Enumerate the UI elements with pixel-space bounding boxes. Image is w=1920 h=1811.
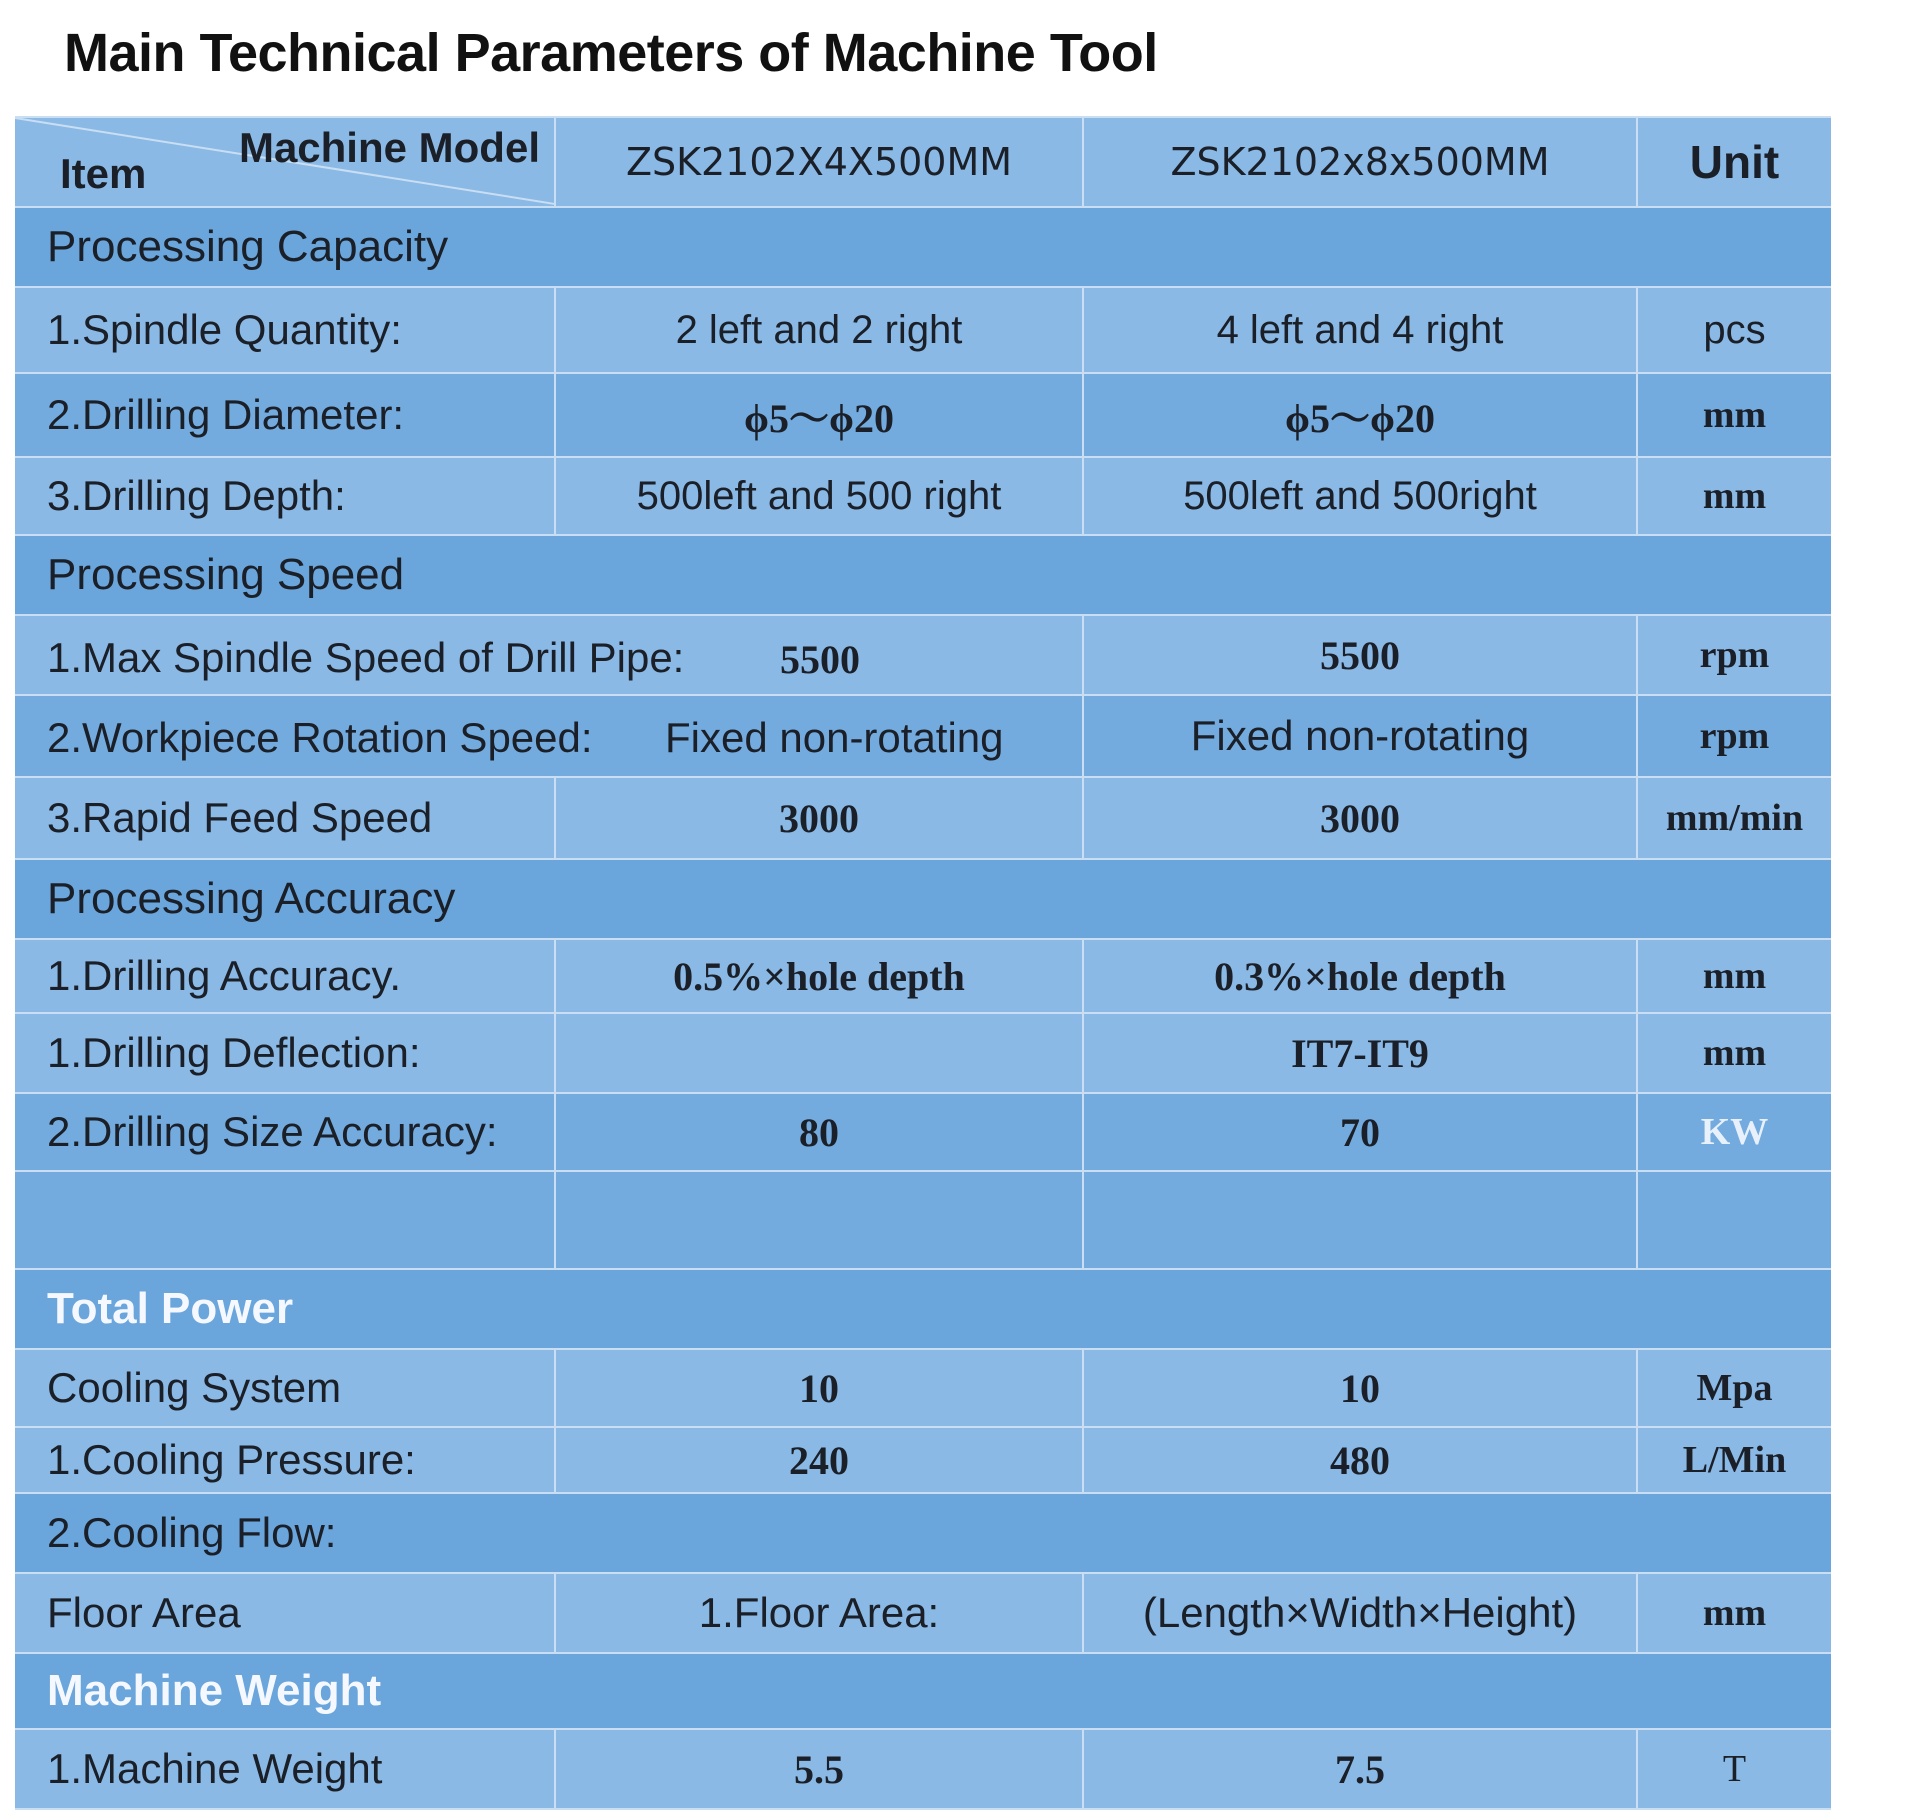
table-row xyxy=(15,1573,1831,1653)
row-label: 1.Drilling Accuracy. xyxy=(15,939,555,1013)
value-model-b: 500left and 500right xyxy=(1083,457,1637,535)
value-model-b: 70 xyxy=(1083,1093,1637,1171)
value-model-a: 1.Floor Area: xyxy=(555,1573,1083,1653)
row-label: Cooling System xyxy=(15,1349,555,1427)
unit-cell: T xyxy=(1637,1729,1831,1809)
value-model-a: 2 left and 2 right xyxy=(555,287,1083,373)
table-row xyxy=(15,615,1831,695)
row-label: 1.Max Spindle Speed of Drill Pipe: xyxy=(47,634,685,681)
section-row xyxy=(15,1269,1831,1349)
value-model-b: 4 left and 4 right xyxy=(1083,287,1637,373)
unit-cell: mm xyxy=(1637,373,1831,457)
merged-label-cell xyxy=(15,615,1083,695)
value-model-b: IT7-IT9 xyxy=(1083,1013,1637,1093)
section-processing-accuracy: Processing Accuracy xyxy=(15,859,1831,939)
unit-header: Unit xyxy=(1637,117,1831,207)
header-row xyxy=(15,117,1831,207)
value-model-a: Fixed non-rotating xyxy=(665,714,1004,761)
machine-model-label: Machine Model xyxy=(238,124,540,171)
empty-cell xyxy=(15,1171,555,1269)
value-model-a: 240 xyxy=(555,1427,1083,1493)
unit-cell: rpm xyxy=(1637,695,1831,777)
section-row xyxy=(15,859,1831,939)
unit-cell: mm xyxy=(1637,1013,1831,1093)
row-label: 1.Machine Weight xyxy=(15,1729,555,1809)
value-model-a xyxy=(555,1013,1083,1093)
merged-label-cell xyxy=(15,695,1083,777)
table-row xyxy=(15,939,1831,1013)
value-model-b: 0.3%×hole depth xyxy=(1083,939,1637,1013)
page-title: Main Technical Parameters of Machine Tool xyxy=(64,23,1158,83)
item-label: Item xyxy=(60,150,147,197)
table-row xyxy=(15,777,1831,859)
value-model-b: 7.5 xyxy=(1083,1729,1637,1809)
value-model-a: 5.5 xyxy=(555,1729,1083,1809)
section-cooling-flow: 2.Cooling Flow: xyxy=(15,1493,1831,1573)
section-processing-speed: Processing Speed xyxy=(15,535,1831,615)
row-label: 2.Workpiece Rotation Speed: xyxy=(47,714,593,761)
row-label: 1.Spindle Quantity: xyxy=(15,287,555,373)
value-model-b: 10 xyxy=(1083,1349,1637,1427)
section-row xyxy=(15,207,1831,287)
row-label: 2.Drilling Diameter: xyxy=(15,373,555,457)
section-row xyxy=(15,535,1831,615)
table-row xyxy=(15,1427,1831,1493)
section-machine-weight: Machine Weight xyxy=(15,1653,1831,1729)
table-row xyxy=(15,373,1831,457)
unit-cell: pcs xyxy=(1637,287,1831,373)
parameters-table xyxy=(15,116,1831,1810)
unit-cell: KW xyxy=(1637,1093,1831,1171)
empty-cell xyxy=(1083,1171,1637,1269)
value-model-b: Fixed non-rotating xyxy=(1083,695,1637,777)
row-label: 1.Cooling Pressure: xyxy=(15,1427,555,1493)
row-label: 3.Rapid Feed Speed xyxy=(15,777,555,859)
table-row xyxy=(15,1729,1831,1809)
value-model-b: 480 xyxy=(1083,1427,1637,1493)
value-model-a: 3000 xyxy=(555,777,1083,859)
diagonal-header-cell xyxy=(15,117,555,207)
empty-cell xyxy=(555,1171,1083,1269)
value-model-a: 500left and 500 right xyxy=(555,457,1083,535)
empty-row xyxy=(15,1171,1831,1269)
value-model-a: 5500 xyxy=(780,637,860,682)
empty-cell xyxy=(1637,1171,1831,1269)
unit-cell: Mpa xyxy=(1637,1349,1831,1427)
section-processing-capacity: Processing Capacity xyxy=(15,207,1831,287)
row-label: Floor Area xyxy=(15,1573,555,1653)
unit-cell: mm/min xyxy=(1637,777,1831,859)
value-model-b: (Length×Width×Height) xyxy=(1083,1573,1637,1653)
section-total-power: Total Power xyxy=(15,1269,1831,1349)
row-label: 2.Drilling Size Accuracy: xyxy=(15,1093,555,1171)
unit-cell: rpm xyxy=(1637,615,1831,695)
table-row xyxy=(15,695,1831,777)
value-model-b: 3000 xyxy=(1083,777,1637,859)
section-row xyxy=(15,1653,1831,1729)
value-model-a: 10 xyxy=(555,1349,1083,1427)
model-b-header: ZSK2102x8x500MM xyxy=(1083,117,1637,207)
unit-cell: mm xyxy=(1637,1573,1831,1653)
value-model-a: 80 xyxy=(555,1093,1083,1171)
row-label: 1.Drilling Deflection: xyxy=(15,1013,555,1093)
row-label: 3.Drilling Depth: xyxy=(15,457,555,535)
unit-cell: mm xyxy=(1637,939,1831,1013)
table-row xyxy=(15,1349,1831,1427)
value-model-a: ϕ5～ϕ20 xyxy=(555,373,1083,457)
unit-cell: mm xyxy=(1637,457,1831,535)
model-a-header: ZSK2102X4X500MM xyxy=(555,117,1083,207)
value-model-a: 0.5%×hole depth xyxy=(555,939,1083,1013)
value-model-b: ϕ5～ϕ20 xyxy=(1083,373,1637,457)
table-row xyxy=(15,1093,1831,1171)
table-row xyxy=(15,287,1831,373)
section-row xyxy=(15,1493,1831,1573)
unit-cell: L/Min xyxy=(1637,1427,1831,1493)
table-row xyxy=(15,457,1831,535)
table-row xyxy=(15,1013,1831,1093)
value-model-b: 5500 xyxy=(1083,615,1637,695)
